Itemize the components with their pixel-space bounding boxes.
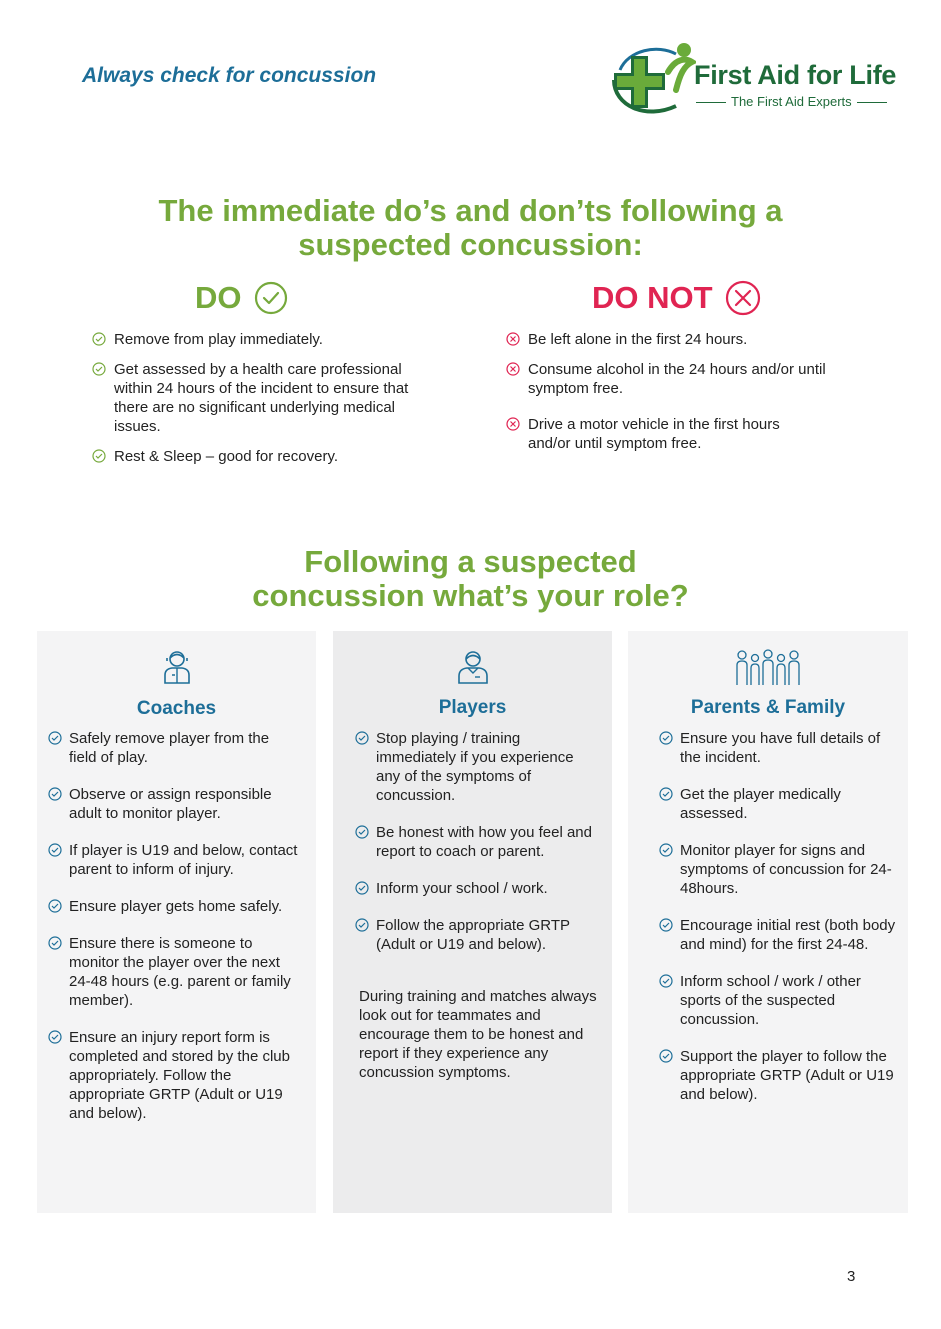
list-item: Get the player medically assessed.: [659, 785, 899, 823]
do-not-list: [506, 330, 826, 470]
do-item: Get assessed by a health care professional within 24 hours of the incident to ensure that there are no significant underlying medical issues.: [92, 360, 432, 436]
players-title: Players: [438, 697, 507, 718]
list-item: Ensure you have full details of the incident.: [659, 729, 899, 767]
list-item: Be honest with how you feel and report to coach or parent.: [355, 823, 600, 861]
x-circle-small-icon: [506, 362, 520, 376]
section1-title: The immediate do’s and don’ts following a suspected concussion:: [158, 193, 783, 262]
list-item: Follow the appropriate GRTP (Adult or U19 and below).: [355, 916, 600, 954]
check-circle-icon: [254, 281, 288, 315]
check-circle-small-icon: [92, 449, 106, 463]
section2-title: Following a suspected concussion what’s your role?: [252, 544, 689, 613]
list-item: Encourage initial rest (both body and mind) for the first 24-48.: [659, 916, 899, 954]
list-item: Monitor player for signs and symptoms of concussion for 24-48hours.: [659, 841, 899, 898]
family-icon: [735, 649, 801, 687]
list-item: Stop playing / training immediately if you experience any of the symptoms of concussion.: [355, 729, 600, 805]
check-circle-small-icon: [48, 787, 62, 801]
do-not-item: Be left alone in the first 24 hours.: [506, 330, 826, 349]
logo-tagline-text: The First Aid Experts: [696, 94, 887, 109]
check-circle-small-icon: [48, 731, 62, 745]
check-circle-small-icon: [48, 936, 62, 950]
parents-panel: [628, 631, 908, 1213]
check-circle-small-icon: [659, 731, 673, 745]
check-circle-small-icon: [92, 362, 106, 376]
coaches-list: [48, 729, 298, 1141]
players-panel: [333, 631, 612, 1213]
list-item: Inform your school / work.: [355, 879, 600, 898]
logo-brand-text: First Aid for Life: [694, 60, 897, 90]
x-circle-icon: [725, 280, 761, 316]
check-circle-small-icon: [659, 787, 673, 801]
list-item: Inform school / work / other sports of the suspected concussion.: [659, 972, 899, 1029]
check-circle-small-icon: [48, 899, 62, 913]
parents-list: [659, 729, 899, 1122]
coaches-title: Coaches: [136, 698, 217, 719]
do-not-heading: DO NOT: [592, 280, 761, 316]
logo: [606, 40, 906, 120]
players-note: During training and matches always look out for teammates and encourage them to be honest and report if they experience any concussion symptoms.: [359, 988, 597, 1081]
do-not-item: Drive a motor vehicle in the first hours and/or until symptom free.: [506, 415, 826, 453]
do-list: [92, 330, 432, 477]
list-item: Ensure an injury report form is completed and stored by the club appropriately. Follow the appropriate GRTP (Adult or U19 and below).: [48, 1028, 298, 1123]
first-aid-cross-logo-icon: [606, 40, 696, 120]
check-circle-small-icon: [659, 918, 673, 932]
x-circle-small-icon: [506, 332, 520, 346]
do-item: Rest & Sleep – good for recovery.: [92, 447, 432, 466]
list-item: Observe or assign responsible adult to monitor player.: [48, 785, 298, 823]
coaches-panel: [37, 631, 316, 1213]
page-number: 3: [847, 1268, 856, 1285]
check-circle-small-icon: [355, 918, 369, 932]
players-list: [355, 729, 600, 972]
list-item: Ensure player gets home safely.: [48, 897, 298, 916]
check-circle-small-icon: [659, 974, 673, 988]
check-circle-small-icon: [92, 332, 106, 346]
list-item: Safely remove player from the field of play.: [48, 729, 298, 767]
list-item: Support the player to follow the appropriate GRTP (Adult or U19 and below).: [659, 1047, 899, 1104]
coach-icon: [162, 649, 192, 685]
do-heading: DO: [195, 280, 288, 316]
check-circle-small-icon: [659, 1049, 673, 1063]
list-item: If player is U19 and below, contact parent to inform of injury.: [48, 841, 298, 879]
x-circle-small-icon: [506, 417, 520, 431]
do-item: Remove from play immediately.: [92, 330, 432, 349]
do-not-item: Consume alcohol in the 24 hours and/or until symptom free.: [506, 360, 826, 398]
player-icon: [455, 649, 491, 685]
check-circle-small-icon: [355, 881, 369, 895]
parents-title: Parents & Family: [690, 697, 846, 718]
check-circle-small-icon: [48, 843, 62, 857]
check-circle-small-icon: [48, 1030, 62, 1044]
header-tagline: Always check for concussion: [82, 64, 377, 87]
check-circle-small-icon: [355, 825, 369, 839]
list-item: Ensure there is someone to monitor the player over the next 24-48 hours (e.g. parent or family member).: [48, 934, 298, 1010]
check-circle-small-icon: [355, 731, 369, 745]
check-circle-small-icon: [659, 843, 673, 857]
